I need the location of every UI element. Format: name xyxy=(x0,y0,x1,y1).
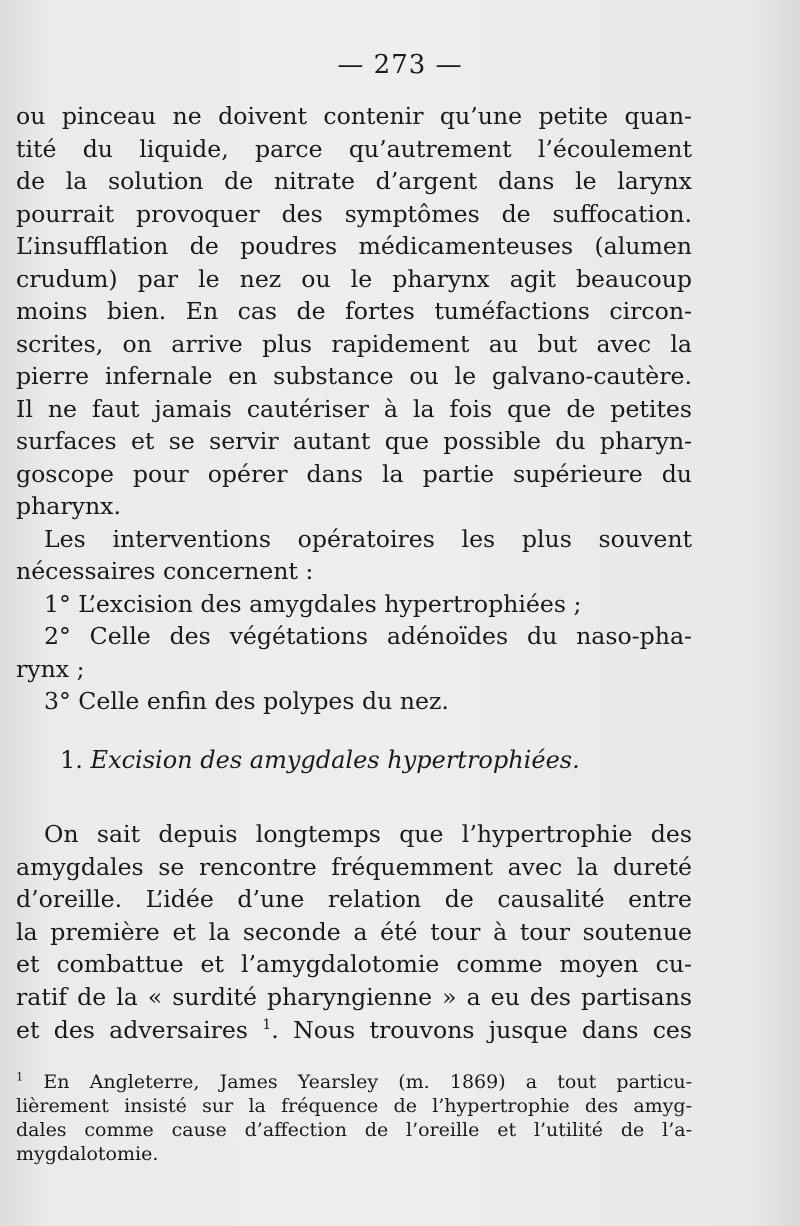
text-line: tité du liquide, parce qu’autrement l’écoulement xyxy=(16,134,692,163)
list-item-continuation: rynx ; xyxy=(16,654,85,683)
footnote-line xyxy=(16,1070,692,1094)
text-line: Les interventions opératoires les plus souvent xyxy=(44,524,692,553)
text-line: moins bien. En cas de fortes tuméfactions circon- xyxy=(16,297,692,325)
text-line: la première et la seconde a été tour à tour soutenue xyxy=(16,917,692,946)
text-line: surfaces et se servir autant que possible du pharyn- xyxy=(16,427,692,455)
text-line: scrites, on arrive plus rapidement au but avec la xyxy=(16,329,692,358)
footnote-line: mygdalotomie. xyxy=(16,1143,159,1165)
text-line: crudum) par le nez ou le pharynx agit beaucoup xyxy=(16,264,692,293)
main-text xyxy=(16,100,692,718)
section-text xyxy=(16,818,692,1046)
text-line: pierre infernale en substance ou le galvano-cautère. xyxy=(16,362,692,390)
page-number: — 273 — xyxy=(337,50,463,80)
section-number: 1. xyxy=(60,746,83,774)
footnote-line: lièrement insisté sur la fréquence de l’hypertrophie des amyg- xyxy=(16,1095,692,1117)
text-line: nécessaires concernent : xyxy=(16,557,314,585)
text-line: L’insufflation de poudres médicamenteuses (alumen xyxy=(16,232,692,260)
text-line: Il ne faut jamais cautériser à la fois que de petites xyxy=(16,394,692,423)
list-item: 3° Celle enfin des polypes du nez. xyxy=(44,687,449,715)
text-line xyxy=(16,1014,692,1047)
section-heading xyxy=(60,746,580,774)
section-title: Excision des amygdales hypertrophiées. xyxy=(90,746,580,774)
text-line: et combattue et l’amygdalotomie comme moyen cu- xyxy=(16,950,692,979)
text-line: de la solution de nitrate d’argent dans le larynx xyxy=(16,167,692,195)
text-line: On sait depuis longtemps que l’hypertrophie des xyxy=(44,820,692,848)
text-line: ratif de la « surdité pharyngienne » a eu des partisans xyxy=(16,982,692,1011)
text-line: goscope pour opérer dans la partie supérieure du xyxy=(16,459,692,488)
text-line: ou pinceau ne doivent contenir qu’une petite quan- xyxy=(16,102,692,130)
text-line: amygdales se rencontre fréquemment avec la dureté xyxy=(16,852,692,881)
text-line: pharynx. xyxy=(16,492,121,520)
text-fragment: . Nous trouvons jusque dans ces xyxy=(271,1015,692,1044)
list-item: 1° L’excision des amygdales hypertrophiées ; xyxy=(44,589,582,618)
footnote-line: dales comme cause d’affection de l’oreille et l’utilité de l’a- xyxy=(16,1119,692,1141)
text-line: d’oreille. L’idée d’une relation de causalité entre xyxy=(16,885,692,914)
footnote xyxy=(16,1070,692,1166)
text-fragment: et des adversaires xyxy=(16,1015,263,1044)
footnote-reference: 1 xyxy=(262,1016,272,1033)
list-item: 2° Celle des végétations adénoïdes du naso-pha- xyxy=(44,622,692,650)
footnote-text: En Angleterre, James Yearsley (m. 1869) a tout particu- xyxy=(23,1071,692,1093)
text-line: pourrait provoquer des symptômes de suffocation. xyxy=(16,199,692,228)
footnote-marker: 1 xyxy=(16,1069,24,1084)
